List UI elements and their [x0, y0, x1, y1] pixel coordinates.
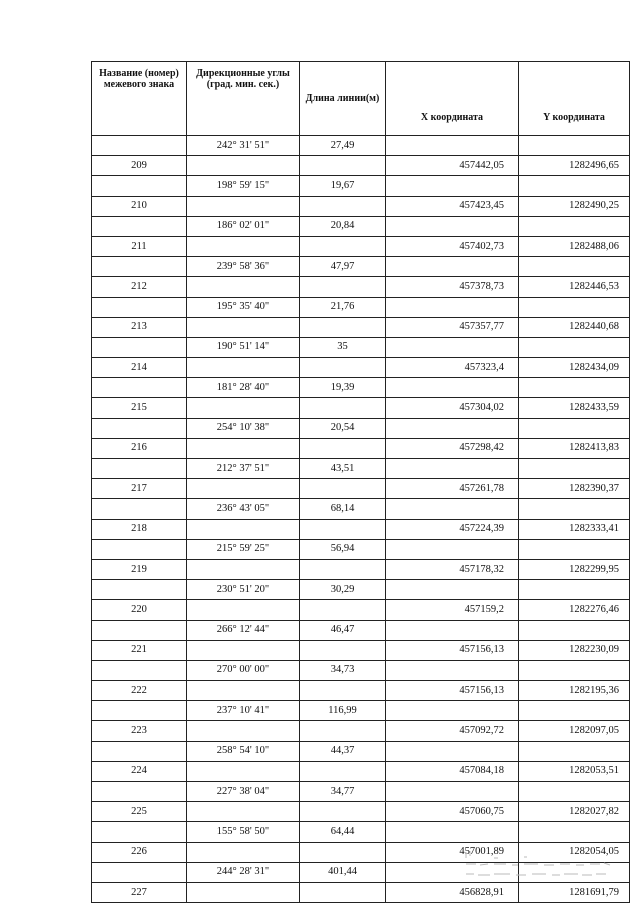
line-length-cell: 64,44 — [300, 822, 386, 842]
mark-name-cell: 214 — [92, 358, 187, 378]
direction-angle-cell — [187, 802, 300, 822]
x-coordinate-cell — [386, 297, 519, 317]
point-row — [92, 317, 630, 337]
line-length-cell: 47,97 — [300, 257, 386, 277]
direction-angle-cell: 198° 59' 15" — [187, 176, 300, 196]
y-coordinate-cell — [519, 741, 630, 761]
segment-row — [92, 580, 630, 600]
mark-name-cell — [92, 782, 187, 802]
mark-name-cell — [92, 862, 187, 882]
y-coordinate-cell — [519, 459, 630, 479]
direction-angle-cell — [187, 479, 300, 499]
y-coordinate-cell — [519, 620, 630, 640]
direction-angle-cell: 254° 10' 38" — [187, 418, 300, 438]
segment-row — [92, 176, 630, 196]
segment-row — [92, 257, 630, 277]
direction-angle-cell: 237° 10' 41" — [187, 701, 300, 721]
point-row — [92, 600, 630, 620]
point-row — [92, 640, 630, 660]
y-coordinate-cell: 1282027,82 — [519, 802, 630, 822]
y-coordinate-cell — [519, 176, 630, 196]
mark-name-cell: 223 — [92, 721, 187, 741]
y-coordinate-cell: 1282053,51 — [519, 761, 630, 781]
direction-angle-cell — [187, 640, 300, 660]
point-row — [92, 156, 630, 176]
header-x-coordinate: X координата — [386, 62, 519, 136]
point-row — [92, 882, 630, 902]
mark-name-cell: 210 — [92, 196, 187, 216]
x-coordinate-cell — [386, 741, 519, 761]
y-coordinate-cell — [519, 257, 630, 277]
mark-name-cell: 213 — [92, 317, 187, 337]
x-coordinate-cell — [386, 459, 519, 479]
y-coordinate-cell — [519, 782, 630, 802]
line-length-cell: 68,14 — [300, 499, 386, 519]
y-coordinate-cell — [519, 378, 630, 398]
header-line-length: Длина линии(м) — [300, 62, 386, 136]
y-coordinate-cell: 1282276,46 — [519, 600, 630, 620]
direction-angle-cell: 227° 38' 04" — [187, 782, 300, 802]
line-length-cell: 20,84 — [300, 216, 386, 236]
x-coordinate-cell — [386, 378, 519, 398]
mark-name-cell — [92, 418, 187, 438]
y-coordinate-cell: 1282195,36 — [519, 681, 630, 701]
y-coordinate-cell — [519, 701, 630, 721]
x-coordinate-cell: 457001,89 — [386, 842, 519, 862]
y-coordinate-cell — [519, 297, 630, 317]
mark-name-cell: 220 — [92, 600, 187, 620]
line-length-cell — [300, 358, 386, 378]
mark-name-cell — [92, 136, 187, 156]
mark-name-cell: 209 — [92, 156, 187, 176]
segment-row — [92, 701, 630, 721]
x-coordinate-cell — [386, 580, 519, 600]
mark-name-cell — [92, 741, 187, 761]
direction-angle-cell — [187, 236, 300, 256]
mark-name-cell — [92, 378, 187, 398]
x-coordinate-cell: 457156,13 — [386, 681, 519, 701]
x-coordinate-cell — [386, 418, 519, 438]
x-coordinate-cell: 457261,78 — [386, 479, 519, 499]
x-coordinate-cell: 457159,2 — [386, 600, 519, 620]
mark-name-cell: 211 — [92, 236, 187, 256]
x-coordinate-cell: 456828,91 — [386, 882, 519, 902]
y-coordinate-cell — [519, 136, 630, 156]
line-length-cell: 401,44 — [300, 862, 386, 882]
x-coordinate-cell — [386, 701, 519, 721]
x-coordinate-cell — [386, 136, 519, 156]
mark-name-cell — [92, 620, 187, 640]
direction-angle-cell: 244° 28' 31" — [187, 862, 300, 882]
x-coordinate-cell — [386, 337, 519, 357]
line-length-cell: 44,37 — [300, 741, 386, 761]
direction-angle-cell: 186° 02' 01" — [187, 216, 300, 236]
x-coordinate-cell: 457060,75 — [386, 802, 519, 822]
y-coordinate-cell: 1282434,09 — [519, 358, 630, 378]
point-row — [92, 277, 630, 297]
y-coordinate-cell: 1282433,59 — [519, 398, 630, 418]
segment-row — [92, 216, 630, 236]
mark-name-cell — [92, 459, 187, 479]
direction-angle-cell: 230° 51' 20" — [187, 580, 300, 600]
line-length-cell: 35 — [300, 337, 386, 357]
mark-name-cell — [92, 499, 187, 519]
direction-angle-cell: 270° 00' 00" — [187, 660, 300, 680]
direction-angle-cell — [187, 681, 300, 701]
x-coordinate-cell: 457378,73 — [386, 277, 519, 297]
y-coordinate-cell: 1281691,79 — [519, 882, 630, 902]
line-length-cell — [300, 438, 386, 458]
x-coordinate-cell: 457323,4 — [386, 358, 519, 378]
line-length-cell — [300, 398, 386, 418]
line-length-cell — [300, 761, 386, 781]
table-body — [92, 136, 630, 903]
direction-angle-cell — [187, 882, 300, 902]
direction-angle-cell — [187, 600, 300, 620]
mark-name-cell: 218 — [92, 519, 187, 539]
segment-row — [92, 499, 630, 519]
direction-angle-cell: 236° 43' 05" — [187, 499, 300, 519]
signature-mark — [464, 848, 614, 878]
y-coordinate-cell — [519, 337, 630, 357]
segment-row — [92, 741, 630, 761]
x-coordinate-cell: 457298,42 — [386, 438, 519, 458]
direction-angle-cell: 181° 28' 40" — [187, 378, 300, 398]
mark-name-cell: 221 — [92, 640, 187, 660]
boundary-coordinates-table — [91, 61, 630, 903]
x-coordinate-cell — [386, 216, 519, 236]
header-mark-name: Название (номер) межевого знака — [92, 62, 187, 136]
y-coordinate-cell: 1282097,05 — [519, 721, 630, 741]
direction-angle-cell: 239° 58' 36" — [187, 257, 300, 277]
x-coordinate-cell — [386, 257, 519, 277]
line-length-cell — [300, 519, 386, 539]
point-row — [92, 721, 630, 741]
y-coordinate-cell: 1282390,37 — [519, 479, 630, 499]
y-coordinate-cell: 1282333,41 — [519, 519, 630, 539]
mark-name-cell: 212 — [92, 277, 187, 297]
y-coordinate-cell: 1282446,53 — [519, 277, 630, 297]
x-coordinate-cell: 457084,18 — [386, 761, 519, 781]
point-row — [92, 559, 630, 579]
point-row — [92, 438, 630, 458]
point-row — [92, 519, 630, 539]
direction-angle-cell — [187, 398, 300, 418]
line-length-cell — [300, 479, 386, 499]
line-length-cell: 21,76 — [300, 297, 386, 317]
mark-name-cell: 215 — [92, 398, 187, 418]
y-coordinate-cell — [519, 499, 630, 519]
y-coordinate-cell: 1282413,83 — [519, 438, 630, 458]
mark-name-cell — [92, 216, 187, 236]
mark-name-cell: 226 — [92, 842, 187, 862]
y-coordinate-cell: 1282496,65 — [519, 156, 630, 176]
line-length-cell: 43,51 — [300, 459, 386, 479]
direction-angle-cell — [187, 277, 300, 297]
segment-row — [92, 297, 630, 317]
y-coordinate-cell — [519, 418, 630, 438]
direction-angle-cell — [187, 196, 300, 216]
line-length-cell: 19,39 — [300, 378, 386, 398]
mark-name-cell: 227 — [92, 882, 187, 902]
y-coordinate-cell — [519, 822, 630, 842]
line-length-cell — [300, 317, 386, 337]
line-length-cell — [300, 721, 386, 741]
direction-angle-cell: 215° 59' 25" — [187, 539, 300, 559]
y-coordinate-cell — [519, 580, 630, 600]
line-length-cell: 20,54 — [300, 418, 386, 438]
mark-name-cell: 219 — [92, 559, 187, 579]
mark-name-cell — [92, 660, 187, 680]
line-length-cell — [300, 842, 386, 862]
mark-name-cell — [92, 822, 187, 842]
header-direction-angle: Дирекционные углы (град. мин. сек.) — [187, 62, 300, 136]
point-row — [92, 681, 630, 701]
mark-name-cell — [92, 297, 187, 317]
x-coordinate-cell: 457092,72 — [386, 721, 519, 741]
mark-name-cell: 222 — [92, 681, 187, 701]
line-length-cell: 30,29 — [300, 580, 386, 600]
point-row — [92, 358, 630, 378]
x-coordinate-cell — [386, 822, 519, 842]
line-length-cell — [300, 640, 386, 660]
direction-angle-cell: 242° 31' 51" — [187, 136, 300, 156]
x-coordinate-cell: 457156,13 — [386, 640, 519, 660]
x-coordinate-cell — [386, 539, 519, 559]
segment-row — [92, 459, 630, 479]
x-coordinate-cell — [386, 499, 519, 519]
y-coordinate-cell: 1282054,05 — [519, 842, 630, 862]
y-coordinate-cell — [519, 216, 630, 236]
x-coordinate-cell: 457178,32 — [386, 559, 519, 579]
y-coordinate-cell: 1282230,09 — [519, 640, 630, 660]
mark-name-cell — [92, 257, 187, 277]
segment-row — [92, 337, 630, 357]
mark-name-cell — [92, 539, 187, 559]
line-length-cell — [300, 156, 386, 176]
y-coordinate-cell: 1282299,95 — [519, 559, 630, 579]
mark-name-cell — [92, 580, 187, 600]
line-length-cell: 34,77 — [300, 782, 386, 802]
segment-row — [92, 660, 630, 680]
direction-angle-cell: 155° 58' 50" — [187, 822, 300, 842]
segment-row — [92, 418, 630, 438]
direction-angle-cell — [187, 156, 300, 176]
point-row — [92, 196, 630, 216]
direction-angle-cell: 266° 12' 44" — [187, 620, 300, 640]
header-row — [92, 62, 630, 136]
line-length-cell: 19,67 — [300, 176, 386, 196]
direction-angle-cell — [187, 519, 300, 539]
mark-name-cell — [92, 176, 187, 196]
direction-angle-cell — [187, 317, 300, 337]
segment-row — [92, 822, 630, 842]
point-row — [92, 761, 630, 781]
line-length-cell: 116,99 — [300, 701, 386, 721]
x-coordinate-cell: 457402,73 — [386, 236, 519, 256]
direction-angle-cell — [187, 761, 300, 781]
x-coordinate-cell: 457304,02 — [386, 398, 519, 418]
segment-row — [92, 620, 630, 640]
mark-name-cell: 225 — [92, 802, 187, 822]
y-coordinate-cell: 1282488,06 — [519, 236, 630, 256]
mark-name-cell: 224 — [92, 761, 187, 781]
segment-row — [92, 782, 630, 802]
segment-row — [92, 539, 630, 559]
direction-angle-cell — [187, 559, 300, 579]
x-coordinate-cell: 457423,45 — [386, 196, 519, 216]
direction-angle-cell — [187, 842, 300, 862]
direction-angle-cell: 195° 35' 40" — [187, 297, 300, 317]
x-coordinate-cell — [386, 782, 519, 802]
point-row — [92, 479, 630, 499]
line-length-cell: 56,94 — [300, 539, 386, 559]
y-coordinate-cell: 1282490,25 — [519, 196, 630, 216]
line-length-cell — [300, 196, 386, 216]
line-length-cell — [300, 802, 386, 822]
x-coordinate-cell: 457442,05 — [386, 156, 519, 176]
line-length-cell — [300, 681, 386, 701]
direction-angle-cell — [187, 438, 300, 458]
line-length-cell — [300, 559, 386, 579]
segment-row — [92, 378, 630, 398]
point-row — [92, 236, 630, 256]
y-coordinate-cell — [519, 660, 630, 680]
mark-name-cell — [92, 701, 187, 721]
table-header — [92, 62, 630, 136]
header-y-coordinate: Y координата — [519, 62, 630, 136]
y-coordinate-cell: 1282440,68 — [519, 317, 630, 337]
line-length-cell — [300, 600, 386, 620]
line-length-cell — [300, 882, 386, 902]
x-coordinate-cell: 457357,77 — [386, 317, 519, 337]
line-length-cell — [300, 277, 386, 297]
direction-angle-cell: 190° 51' 14" — [187, 337, 300, 357]
mark-name-cell: 216 — [92, 438, 187, 458]
y-coordinate-cell — [519, 539, 630, 559]
line-length-cell: 46,47 — [300, 620, 386, 640]
direction-angle-cell — [187, 358, 300, 378]
x-coordinate-cell — [386, 660, 519, 680]
x-coordinate-cell — [386, 620, 519, 640]
x-coordinate-cell: 457224,39 — [386, 519, 519, 539]
point-row — [92, 802, 630, 822]
mark-name-cell: 217 — [92, 479, 187, 499]
line-length-cell — [300, 236, 386, 256]
direction-angle-cell: 258° 54' 10" — [187, 741, 300, 761]
segment-row — [92, 136, 630, 156]
direction-angle-cell — [187, 721, 300, 741]
line-length-cell: 34,73 — [300, 660, 386, 680]
x-coordinate-cell — [386, 176, 519, 196]
mark-name-cell — [92, 337, 187, 357]
line-length-cell: 27,49 — [300, 136, 386, 156]
direction-angle-cell: 212° 37' 51" — [187, 459, 300, 479]
point-row — [92, 398, 630, 418]
